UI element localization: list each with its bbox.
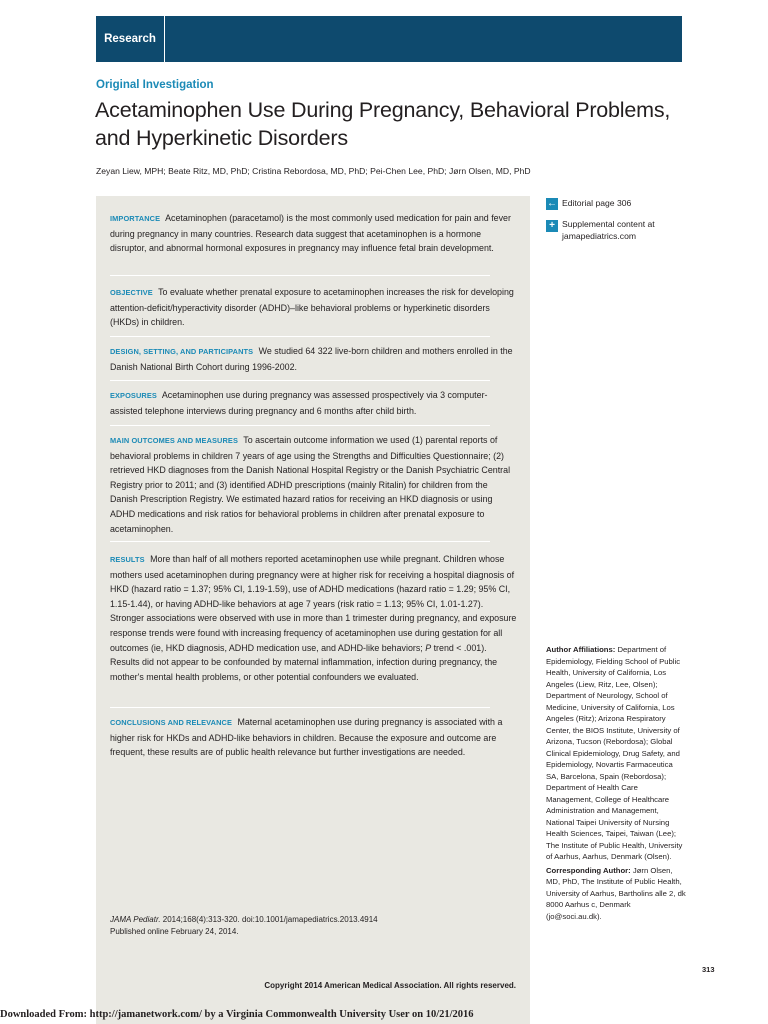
publication-date: Published online February 24, 2014. bbox=[110, 926, 239, 936]
corresponding-author bbox=[546, 865, 686, 923]
abstract-heading: OBJECTIVE bbox=[110, 288, 153, 297]
author-list: Zeyan Liew, MPH; Beate Ritz, MD, PhD; Cristina Rebordosa, MD, PhD; Pei-Chen Lee, PhD; Jørn Olsen, MD, PhD bbox=[96, 166, 531, 176]
abstract-text: trend < .001). Results did not appear to be confounded by maternal inflammation, infection during pregnancy, the mother's mental health problems, or other potential confounders we evaluated. bbox=[110, 642, 498, 682]
banner-divider bbox=[164, 16, 165, 62]
arrow-left-icon[interactable]: ← bbox=[547, 198, 557, 209]
abstract-outcomes bbox=[110, 433, 517, 536]
abstract-heading: IMPORTANCE bbox=[110, 214, 161, 223]
abstract-text: Maternal acetaminophen use during pregnancy is associated with a higher risk for HKDs and ADHD-like behaviors in children. Because the exposure and outcome are frequent, these results are of public health relevance but further investigations are needed. bbox=[110, 717, 503, 758]
abstract-box bbox=[96, 196, 530, 1024]
supplemental-suffix: at bbox=[647, 219, 655, 229]
affiliations-text: Department of Epidemiology, Fielding School of Public Health, University of California, Los Angeles (Liew, Ritz, Lee, Olsen); Department of Neurology, School of Medicine, University of California, Los Angeles (Ritz); Arizona Respiratory Center, the BIOS Institute, University of Arizona, Tucson (Rebordosa); Global Clinical Epidemiology, Drug Safety, and Epidemiology, Novartis Farmaceutica SA, Barcelona, Spain (Rebordosa); Department of Health Care Management, College of Healthcare Administration and Management, National Taipei University of Nursing Health Sciences, Taipei, Taiwan (Lee); The Institute of Public Health, University of Aarhus, Aarhus, Denmark (Olsen). bbox=[546, 645, 683, 861]
abstract-text: Acetaminophen (paracetamol) is the most commonly used medication for pain and fever during pregnancy in many countries. Research data suggest that acetaminophen is a hormone disruptor, and abnormal hormonal exposures in pregnancy may influence fetal brain development. bbox=[110, 213, 511, 254]
affiliations-heading: Author Affiliations: bbox=[546, 645, 616, 654]
abstract-heading: EXPOSURES bbox=[110, 391, 157, 400]
article-title: Acetaminophen Use During Pregnancy, Behavioral Problems, and Hyperkinetic Disorders bbox=[95, 98, 671, 150]
divider bbox=[110, 380, 490, 381]
abstract-heading: CONCLUSIONS AND RELEVANCE bbox=[110, 718, 232, 727]
abstract-heading: DESIGN, SETTING, AND PARTICIPANTS bbox=[110, 347, 254, 356]
citation bbox=[110, 914, 510, 937]
abstract-results bbox=[110, 552, 517, 684]
citation-details: 2014;168(4):313-320. doi:10.1001/jamapediatrics.2013.4914 bbox=[162, 915, 378, 924]
abstract-objective bbox=[110, 285, 517, 330]
p-symbol: P bbox=[425, 642, 432, 653]
journal-name: JAMA Pediatr. bbox=[110, 915, 161, 924]
copyright-notice: Copyright 2014 American Medical Association. All rights reserved. bbox=[264, 981, 516, 990]
abstract-importance bbox=[110, 211, 517, 256]
editorial-page: page 306 bbox=[595, 198, 632, 208]
supplemental-label: Supplemental content bbox=[562, 219, 646, 229]
abstract-text: To evaluate whether prenatal exposure to acetaminophen increases the risk for developing attention-deficit/hyperactivity disorder (ADHD)–like behavioral problems or hyperkinetic disorders (HKDs) in children. bbox=[110, 287, 514, 328]
supplemental-link[interactable] bbox=[562, 218, 682, 242]
abstract-conclusions bbox=[110, 715, 517, 760]
plus-icon[interactable]: + bbox=[546, 220, 558, 232]
abstract-heading: MAIN OUTCOMES AND MEASURES bbox=[110, 436, 238, 445]
divider bbox=[110, 275, 490, 276]
abstract-text: We studied 64 322 live-born children and mothers enrolled in the Danish National Birth Cohort during 1996-2002. bbox=[110, 346, 513, 372]
article-type: Original Investigation bbox=[96, 79, 214, 91]
abstract-exposures bbox=[110, 388, 517, 418]
page-number: 313 bbox=[702, 965, 715, 974]
abstract-text: Acetaminophen use during pregnancy was assessed prospectively via 3 computer-assisted telephone interviews during pregnancy and 6 months after child birth. bbox=[110, 390, 488, 416]
editorial-link[interactable] bbox=[562, 197, 631, 209]
download-footer: Downloaded From: http://jamanetwork.com/ by a Virginia Commonwealth University User on 10/21/2016 bbox=[0, 1009, 474, 1020]
divider bbox=[110, 336, 490, 337]
abstract-text: To ascertain outcome information we used (1) parental reports of behavioral problems in children 7 years of age using the Strengths and Difficulties Questionnaire; (2) retrieved HKD diagnoses from the Danish National Hospital Registry or the Danish Psychiatric Central Registry prior to 2011; and (3) identified ADHD prescriptions (mainly Ritalin) for children from the Danish Prescription Registry. We estimated hazard ratios for receiving an HKD diagnosis or using ADHD medications and risk ratios for behavioral problems in children after prenatal exposure to acetaminophen. bbox=[110, 435, 511, 534]
divider bbox=[110, 541, 490, 542]
corresponding-text: Jørn Olsen, MD, PhD, The Institute of Public Health, University of Aarhus, Bartholins alle 2, dk 8000 Aarhus c, Denmark (jo@soci.au.dk). bbox=[546, 865, 686, 921]
abstract-text: More than half of all mothers reported acetaminophen use while pregnant. Children whose mothers used acetaminophen during pregnancy were at higher risk for receiving a hospital diagnosis of HKD (hazard ratio = 1.37; 95% CI, 1.19-1.59), use of ADHD medications (hazard ratio = 1.29; 95% CI, 1.15-1.44), or having ADHD-like behaviors at age 7 years (risk ratio = 1.13; 95% CI, 1.01-1.27). Stronger associations were observed with use in more than 1 trimester during pregnancy, and exposure response trends were found with increasing frequency of acetaminophen use during gestation for all outcomes (ie, HKD diagnosis, ADHD medication use, and ADHD-like behaviors; bbox=[110, 554, 517, 653]
section-label: Research bbox=[104, 33, 156, 45]
abstract-design bbox=[110, 344, 517, 374]
author-affiliations bbox=[546, 644, 686, 922]
supplemental-site: jamapediatrics.com bbox=[562, 231, 637, 241]
divider bbox=[110, 707, 490, 708]
abstract-heading: RESULTS bbox=[110, 555, 145, 564]
editorial-label: Editorial bbox=[562, 198, 594, 208]
corresponding-heading: Corresponding Author: bbox=[546, 865, 631, 875]
divider bbox=[110, 425, 490, 426]
journal-banner bbox=[96, 16, 682, 62]
